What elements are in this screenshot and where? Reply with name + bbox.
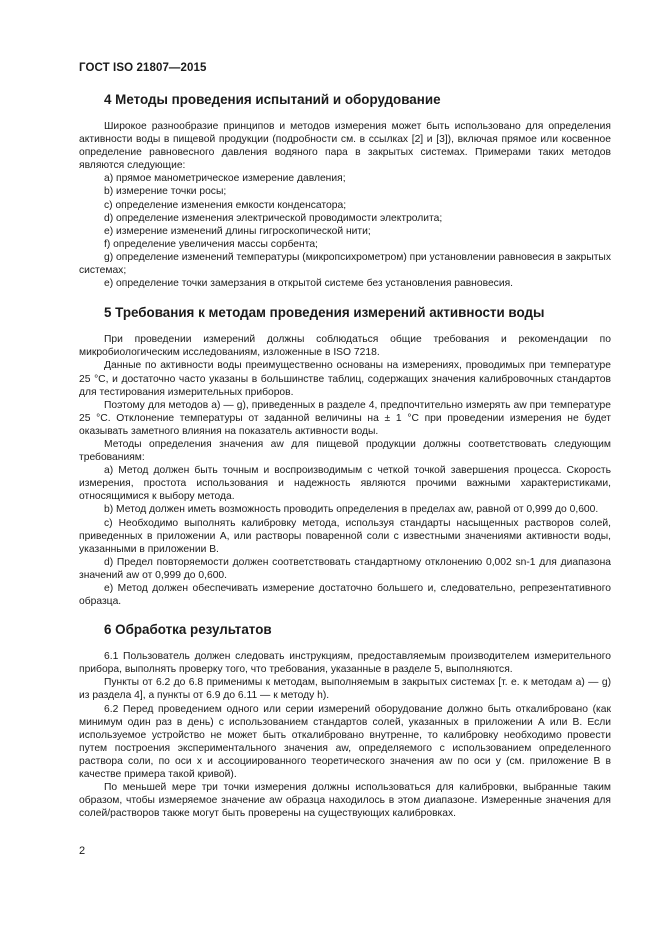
requirement-e: е) Метод должен обеспечивать измерение достаточно большего и, следовательно, репрезентативного образца. [79,583,611,608]
section-6-body [79,650,611,820]
list-item: d) определение изменения электрической проводимости электролита; [104,212,443,224]
section-4 [79,92,611,290]
section-5-body [79,333,611,608]
paragraph: По меньшей мере три точки измерения должны использоваться для калибровки, выбранные таким образом, чтобы измеряемое значение aw образца находилось в этом диапазоне. Измеренные значения для солей/растворов также могут быть проверены на существующих калибровках. [79,782,611,820]
section-4-body [79,120,611,290]
page-content [79,80,611,820]
list-item: b) измерение точки росы; [104,186,227,198]
requirement-d: d) Предел повторяемости должен соответствовать стандартному отклонению 0,002 sn-1 для диапазона значений aw от 0,999 до 0,600. [79,556,611,581]
paragraph: При проведении измерений должны соблюдаться общие требования и рекомендации по микробиологическим исследованиям, изложенные в ISO 7218. [79,334,611,359]
requirement-b: b) Метод должен иметь возможность проводить определения в пределах aw, равной от 0,999 до 0,600. [104,504,599,516]
requirement-a: а) Метод должен быть точным и воспроизводимым с четкой точкой завершения процесса. Скорость измерения, простота использования и надежность являются прочими важными характеристиками, относящимися к выбору метода. [79,465,611,503]
list-item: e) определение точки замерзания в открытой системе без установления равновесия. [104,278,514,290]
section-4-title: 4 Методы проведения испытаний и оборудование [104,92,441,107]
section-6-title: 6 Обработка результатов [104,622,272,638]
paragraph: Данные по активности воды преимущественно основаны на измерениях, проводимых при температуре 25 °С, и достаточно часто указаны в большинстве таблиц, содержащих значения калибровочных стандартов для тестирования измерительных приборов. [79,360,611,398]
paragraph: 6.1 Пользователь должен следовать инструкциям, предоставляемым производителем измерительного прибора, выполнять проверку того, что требования, указанные в разделе 5, выполняются. [79,651,611,676]
running-header: ГОСТ ISO 21807—2015 [79,62,207,74]
list-item: a) прямое манометрическое измерение давления; [104,173,346,185]
section-5-title: 5 Требования к методам проведения измерений активности воды [104,305,545,321]
section-6 [79,622,611,820]
list-item: e) измерение изменений длины гигроскопической нити; [104,225,371,237]
list-item: g) определение изменений температуры (микропсихрометром) при установлении равновесия в закрытых системах; [79,251,611,277]
paragraph: Поэтому для методов а) — g), приведенных в разделе 4, предпочтительно измерять aw при температуре 25 °С. Отклонение температуры от заданной величины на ± 1 °С при проведении измерения не будет оказывать заметного влияния на показатель активности воды. [79,399,611,437]
list-item: f) определение увеличения массы сорбента; [104,238,318,250]
list-item: c) определение изменения емкости конденсатора; [104,199,347,211]
page-number: 2 [79,845,86,857]
paragraph: Методы определения значения aw для пищевой продукции должны соответствовать следующим требованиям: [79,438,611,464]
section-5 [79,305,611,608]
paragraph: 6.2 Перед проведением одного или серии измерений оборудование должно быть откалибровано (как минимум один раз в день) с использованием стандартов солей, указанных в приложении А или В. Если используемое устройство не может быть откалибровано внутренне, то калибровку необходимо провести путем построения экспериментального значения aw, определяемого с использованием определенного раствора соли, по оси x и ассоциированного теоретического значения aw по оси у (см. приложение В в качестве примера такой кривой). [79,703,611,781]
section-4-intro: Широкое разнообразие принципов и методов измерения может быть использовано для определения активности воды в пищевой продукции (подробности см. в ссылках [2] и [3]), включая прямое или косвенное определение равновесного давления водяного пара в закрытых системах. Примерами таких методов являются следующие: [79,121,611,172]
paragraph: Пункты от 6.2 до 6.8 применимы к методам, выполняемым в закрытых системах [т. е. к методам а) — g) из раздела 4], а пункты от 6.9 до 6.11 — к методу h). [79,677,611,702]
requirement-c: с) Необходимо выполнять калибровку метода, используя стандарты насыщенных растворов солей, приведенных в приложении А, или растворы поваренной соли с известными значениями активности воды, указанными в приложении В. [79,517,611,555]
